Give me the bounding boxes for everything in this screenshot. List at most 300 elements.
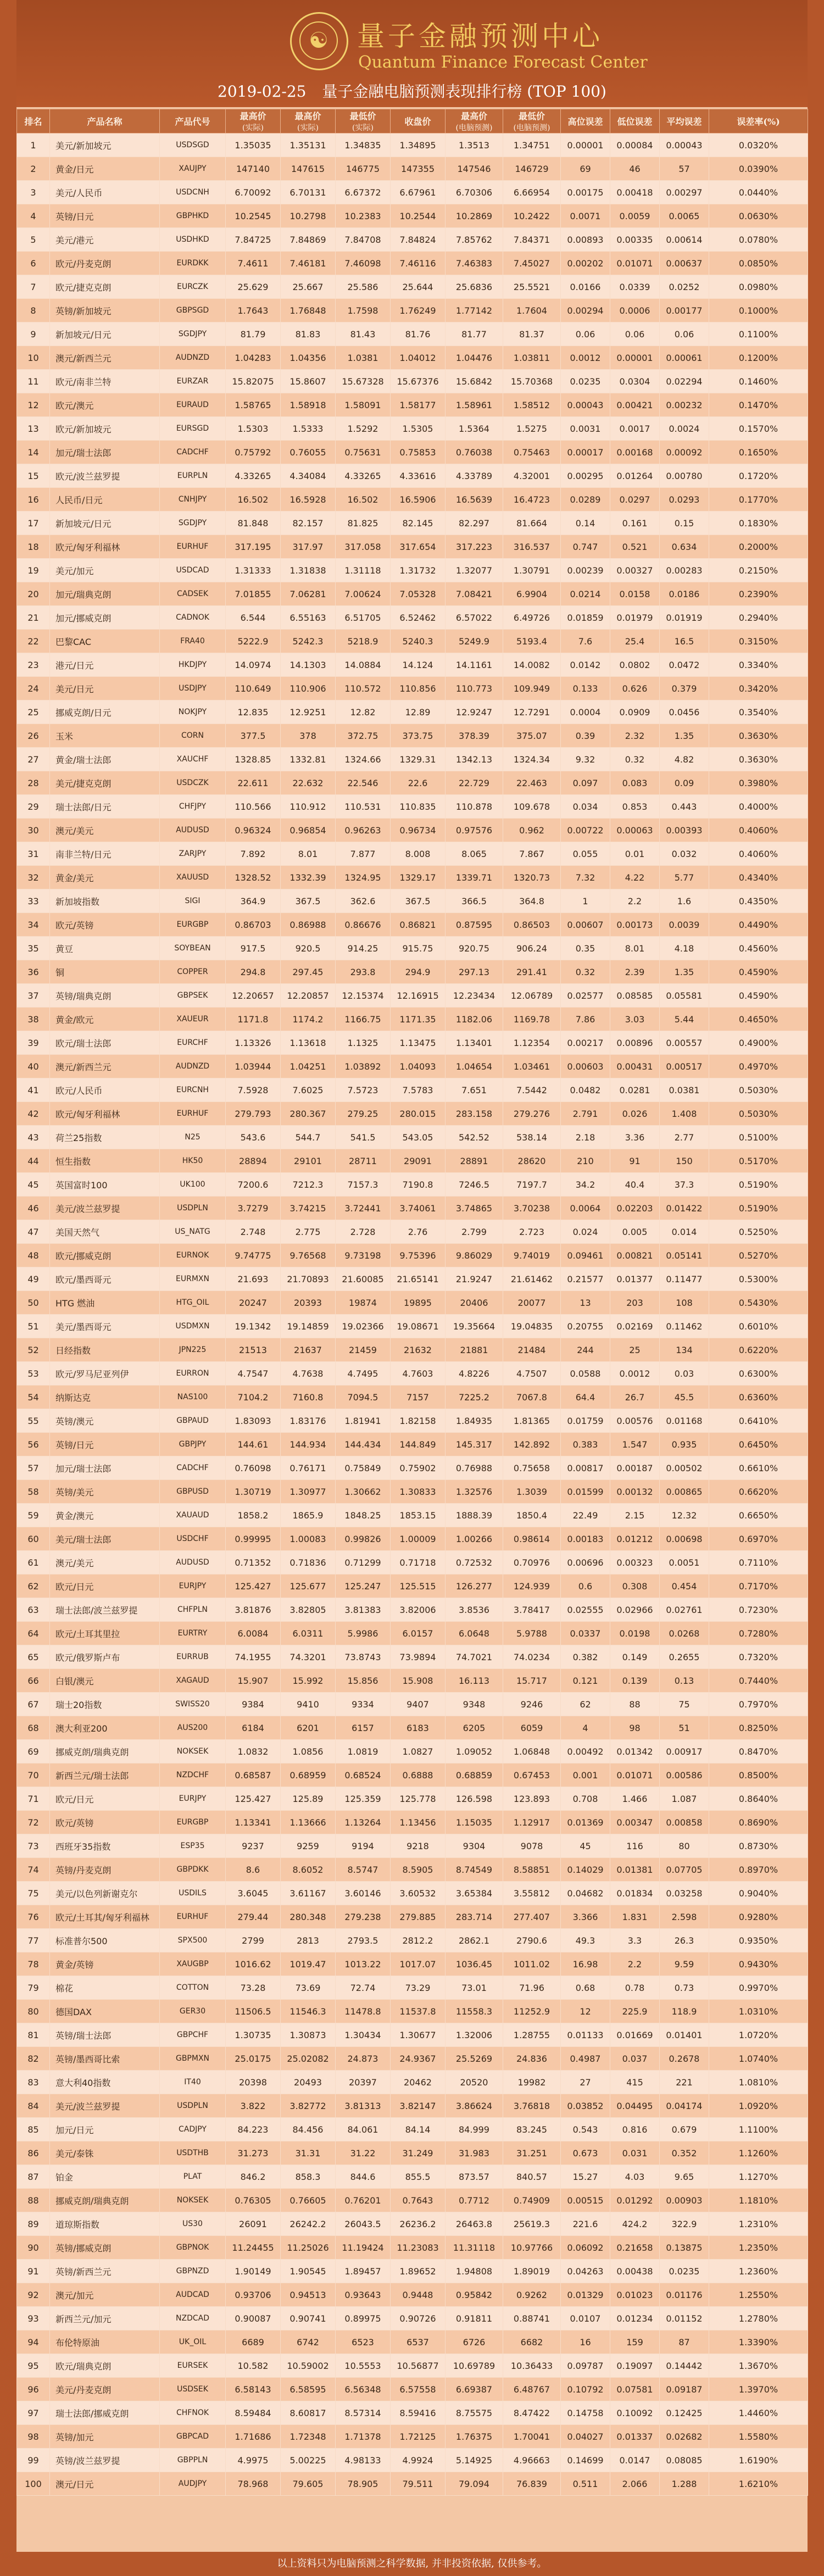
cell-err-pct: 0.7320% bbox=[709, 1645, 808, 1669]
table-row bbox=[17, 1905, 808, 1929]
cell-rank: 3 bbox=[17, 181, 50, 204]
cell-name: 加元/日元 bbox=[50, 2118, 160, 2141]
cell-err-avg: 0.09 bbox=[660, 771, 709, 795]
cell-code: NZDCHF bbox=[160, 1763, 226, 1787]
cell-err-low: 0.19097 bbox=[610, 2354, 660, 2378]
cell-err-avg: 0.02761 bbox=[660, 1598, 709, 1622]
cell-err-avg: 2.77 bbox=[660, 1126, 709, 1149]
cell-code: GBPCAD bbox=[160, 2425, 226, 2449]
col-name: 产品名称 bbox=[50, 109, 160, 133]
cell-pred-low: 0.74909 bbox=[503, 2189, 561, 2212]
cell-err-avg: 80 bbox=[660, 1834, 709, 1858]
cell-open: 1.5303 bbox=[226, 417, 281, 441]
cell-err-high: 0.14 bbox=[561, 511, 610, 535]
cell-err-pct: 1.3670% bbox=[709, 2354, 808, 2378]
cell-high: 82.157 bbox=[281, 511, 336, 535]
cell-open: 9.74775 bbox=[226, 1244, 281, 1267]
cell-pred-high: 31.983 bbox=[446, 2141, 503, 2165]
cell-pred-high: 126.277 bbox=[446, 1574, 503, 1598]
cell-pred-low: 538.14 bbox=[503, 1126, 561, 1149]
cell-rank: 22 bbox=[17, 630, 50, 653]
cell-rank: 86 bbox=[17, 2141, 50, 2165]
cell-err-avg: 0.00557 bbox=[660, 1031, 709, 1055]
cell-pred-high: 8.74549 bbox=[446, 1858, 503, 1882]
cell-err-low: 2.066 bbox=[610, 2472, 660, 2496]
cell-pred-low: 0.98614 bbox=[503, 1527, 561, 1551]
cell-err-pct: 0.5030% bbox=[709, 1078, 808, 1102]
cell-pred-high: 82.297 bbox=[446, 511, 503, 535]
cell-err-pct: 0.5300% bbox=[709, 1267, 808, 1291]
cell-open: 6.544 bbox=[226, 606, 281, 630]
cell-err-high: 0.00607 bbox=[561, 913, 610, 937]
cell-err-avg: 0.05141 bbox=[660, 1244, 709, 1267]
cell-err-pct: 0.8470% bbox=[709, 1740, 808, 1763]
cell-close: 15.67376 bbox=[391, 370, 446, 393]
cell-err-high: 0.20755 bbox=[561, 1315, 610, 1338]
cell-pred-high: 10.2869 bbox=[446, 204, 503, 228]
cell-pred-low: 7.5442 bbox=[503, 1078, 561, 1102]
cell-name: 英镑/新加坡元 bbox=[50, 299, 160, 322]
cell-close: 4.9924 bbox=[391, 2449, 446, 2472]
cell-err-avg: 57 bbox=[660, 157, 709, 181]
cell-high: 1.35131 bbox=[281, 133, 336, 157]
cell-pred-high: 26463.8 bbox=[446, 2212, 503, 2236]
cell-err-low: 26.7 bbox=[610, 1386, 660, 1409]
cell-open: 3.6045 bbox=[226, 1882, 281, 1905]
cell-name: 黄豆 bbox=[50, 937, 160, 960]
cell-high: 5242.3 bbox=[281, 630, 336, 653]
cell-pred-low: 9078 bbox=[503, 1834, 561, 1858]
cell-err-high: 0.10792 bbox=[561, 2378, 610, 2401]
cell-open: 5222.9 bbox=[226, 630, 281, 653]
cell-pred-low: 20077 bbox=[503, 1291, 561, 1315]
cell-open: 7.84725 bbox=[226, 228, 281, 252]
cell-name: 美国天然气 bbox=[50, 1220, 160, 1244]
cell-open: 31.273 bbox=[226, 2141, 281, 2165]
cell-name: 英镑/波兰兹罗提 bbox=[50, 2449, 160, 2472]
cell-pred-high: 0.87595 bbox=[446, 913, 503, 937]
cell-rank: 24 bbox=[17, 677, 50, 700]
cell-err-pct: 0.5190% bbox=[709, 1197, 808, 1220]
cell-high: 29101 bbox=[281, 1149, 336, 1173]
cell-low: 7.877 bbox=[336, 842, 391, 866]
cell-high: 0.76171 bbox=[281, 1456, 336, 1480]
cell-close: 0.90726 bbox=[391, 2307, 446, 2330]
cell-err-low: 203 bbox=[610, 1291, 660, 1315]
cell-close: 110.856 bbox=[391, 677, 446, 700]
cell-err-pct: 0.0780% bbox=[709, 228, 808, 252]
cell-err-high: 210 bbox=[561, 1149, 610, 1173]
table-row bbox=[17, 275, 808, 299]
cell-pred-high: 110.773 bbox=[446, 677, 503, 700]
cell-open: 1.35035 bbox=[226, 133, 281, 157]
cell-name: 美元/加元 bbox=[50, 559, 160, 582]
cell-err-pct: 0.6410% bbox=[709, 1409, 808, 1433]
cell-code: USDILS bbox=[160, 1882, 226, 1905]
cell-open: 917.5 bbox=[226, 937, 281, 960]
cell-high: 1.0856 bbox=[281, 1740, 336, 1763]
cell-pred-high: 7.85762 bbox=[446, 228, 503, 252]
cell-pred-high: 6.70306 bbox=[446, 181, 503, 204]
cell-high: 3.82772 bbox=[281, 2094, 336, 2118]
cell-err-low: 0.01 bbox=[610, 842, 660, 866]
cell-err-pct: 1.1100% bbox=[709, 2118, 808, 2141]
table-row bbox=[17, 157, 808, 181]
cell-pred-low: 8.47422 bbox=[503, 2401, 561, 2425]
cell-name: 英镑/日元 bbox=[50, 204, 160, 228]
cell-rank: 46 bbox=[17, 1197, 50, 1220]
cell-open: 846.2 bbox=[226, 2165, 281, 2189]
cell-open: 0.76098 bbox=[226, 1456, 281, 1480]
cell-high: 378 bbox=[281, 724, 336, 748]
cell-rank: 21 bbox=[17, 606, 50, 630]
cell-open: 279.793 bbox=[226, 1102, 281, 1126]
cell-err-high: 64.4 bbox=[561, 1386, 610, 1409]
cell-code: EURMXN bbox=[160, 1267, 226, 1291]
cell-name: 加元/瑞典克朗 bbox=[50, 582, 160, 606]
cell-err-high: 22.49 bbox=[561, 1504, 610, 1527]
cell-close: 9.75396 bbox=[391, 1244, 446, 1267]
table-row bbox=[17, 606, 808, 630]
cell-err-pct: 0.4590% bbox=[709, 984, 808, 1008]
cell-err-pct: 0.8640% bbox=[709, 1787, 808, 1811]
cell-code: XAUUSD bbox=[160, 866, 226, 889]
cell-err-high: 0.03852 bbox=[561, 2094, 610, 2118]
cell-open: 11.24455 bbox=[226, 2236, 281, 2260]
cell-name: 新加坡指数 bbox=[50, 889, 160, 913]
cell-code: XAUEUR bbox=[160, 1008, 226, 1031]
cell-name: 英镑/加元 bbox=[50, 2425, 160, 2449]
cell-err-pct: 0.4060% bbox=[709, 819, 808, 842]
cell-err-low: 40.4 bbox=[610, 1173, 660, 1197]
cell-open: 1.0832 bbox=[226, 1740, 281, 1763]
cell-name: 日经指数 bbox=[50, 1338, 160, 1362]
cell-high: 3.82805 bbox=[281, 1598, 336, 1622]
cell-err-high: 0.00017 bbox=[561, 441, 610, 464]
cell-err-high: 0.06 bbox=[561, 322, 610, 346]
cell-code: GBPHKD bbox=[160, 204, 226, 228]
cell-pred-low: 1850.4 bbox=[503, 1504, 561, 1527]
table-row bbox=[17, 1055, 808, 1078]
cell-pred-high: 14.1161 bbox=[446, 653, 503, 677]
cell-pred-low: 0.9262 bbox=[503, 2283, 561, 2307]
cell-close: 279.885 bbox=[391, 1905, 446, 1929]
cell-rank: 54 bbox=[17, 1386, 50, 1409]
cell-err-avg: 0.01168 bbox=[660, 1409, 709, 1433]
cell-close: 915.75 bbox=[391, 937, 446, 960]
cell-err-low: 2.39 bbox=[610, 960, 660, 984]
cell-rank: 88 bbox=[17, 2189, 50, 2212]
cell-low: 914.25 bbox=[336, 937, 391, 960]
cell-open: 3.822 bbox=[226, 2094, 281, 2118]
cell-low: 1.71378 bbox=[336, 2425, 391, 2449]
cell-err-pct: 0.4060% bbox=[709, 842, 808, 866]
cell-code: GBPNZD bbox=[160, 2260, 226, 2283]
cell-err-avg: 0.00043 bbox=[660, 133, 709, 157]
table-row bbox=[17, 1763, 808, 1787]
cell-pred-low: 364.8 bbox=[503, 889, 561, 913]
cell-err-high: 0.0142 bbox=[561, 653, 610, 677]
table-row bbox=[17, 2165, 808, 2189]
cell-err-low: 0.083 bbox=[610, 771, 660, 795]
cell-err-pct: 1.0720% bbox=[709, 2023, 808, 2047]
cell-pred-high: 1.04654 bbox=[446, 1055, 503, 1078]
cell-err-low: 2.32 bbox=[610, 724, 660, 748]
cell-close: 855.5 bbox=[391, 2165, 446, 2189]
cell-err-avg: 0.00061 bbox=[660, 346, 709, 370]
cell-pred-high: 366.5 bbox=[446, 889, 503, 913]
table-row bbox=[17, 960, 808, 984]
cell-err-high: 34.2 bbox=[561, 1173, 610, 1197]
cell-name: 玉米 bbox=[50, 724, 160, 748]
cell-rank: 56 bbox=[17, 1433, 50, 1456]
cell-pred-low: 6.9904 bbox=[503, 582, 561, 606]
cell-open: 3.7279 bbox=[226, 1197, 281, 1220]
cell-low: 9194 bbox=[336, 1834, 391, 1858]
cell-err-pct: 0.6010% bbox=[709, 1315, 808, 1338]
cell-rank: 97 bbox=[17, 2401, 50, 2425]
col-pred-low-sub: (电脑预测) bbox=[513, 124, 550, 132]
cell-high: 317.97 bbox=[281, 535, 336, 559]
cell-err-high: 0.0004 bbox=[561, 700, 610, 724]
cell-err-avg: 0.01422 bbox=[660, 1197, 709, 1220]
cell-close: 3.60532 bbox=[391, 1882, 446, 1905]
cell-low: 0.86676 bbox=[336, 913, 391, 937]
cell-name: 美元/港元 bbox=[50, 228, 160, 252]
cell-pred-low: 109.949 bbox=[503, 677, 561, 700]
cell-pred-low: 0.75658 bbox=[503, 1456, 561, 1480]
cell-pred-high: 147546 bbox=[446, 157, 503, 181]
cell-err-low: 3.3 bbox=[610, 1929, 660, 1952]
cell-err-pct: 0.1200% bbox=[709, 346, 808, 370]
cell-name: 英镑/新西兰元 bbox=[50, 2260, 160, 2283]
cell-err-low: 1.466 bbox=[610, 1787, 660, 1811]
cell-pred-low: 19.04835 bbox=[503, 1315, 561, 1338]
cell-high: 4.34084 bbox=[281, 464, 336, 488]
cell-low: 19874 bbox=[336, 1291, 391, 1315]
cell-open: 0.99995 bbox=[226, 1527, 281, 1551]
cell-err-high: 0.09461 bbox=[561, 1244, 610, 1267]
cell-err-high: 13 bbox=[561, 1291, 610, 1315]
cell-pred-high: 1036.45 bbox=[446, 1952, 503, 1976]
cell-err-avg: 0.00283 bbox=[660, 559, 709, 582]
cell-name: 美元/波兰兹罗提 bbox=[50, 1197, 160, 1220]
cell-pred-high: 2862.1 bbox=[446, 1929, 503, 1952]
cell-pred-high: 16.113 bbox=[446, 1669, 503, 1693]
cell-pred-high: 1.5364 bbox=[446, 417, 503, 441]
cell-code: AUDJPY bbox=[160, 2472, 226, 2496]
cell-pred-high: 20406 bbox=[446, 1291, 503, 1315]
cell-err-avg: 0.73 bbox=[660, 1976, 709, 2000]
cell-rank: 44 bbox=[17, 1149, 50, 1173]
cell-open: 22.611 bbox=[226, 771, 281, 795]
cell-high: 125.89 bbox=[281, 1787, 336, 1811]
cell-name: 欧元/土耳其里拉 bbox=[50, 1622, 160, 1645]
cell-low: 1166.75 bbox=[336, 1008, 391, 1031]
cell-pred-low: 6682 bbox=[503, 2330, 561, 2354]
cell-code: USDSGD bbox=[160, 133, 226, 157]
cell-rank: 32 bbox=[17, 866, 50, 889]
cell-code: XAUAUD bbox=[160, 1504, 226, 1527]
cell-high: 25.02082 bbox=[281, 2047, 336, 2071]
cell-pred-high: 20520 bbox=[446, 2071, 503, 2094]
cell-low: 1.89457 bbox=[336, 2260, 391, 2283]
cell-rank: 99 bbox=[17, 2449, 50, 2472]
cell-open: 294.8 bbox=[226, 960, 281, 984]
cell-rank: 81 bbox=[17, 2023, 50, 2047]
cell-high: 1.04251 bbox=[281, 1055, 336, 1078]
cell-code: GBPMXN bbox=[160, 2047, 226, 2071]
cell-high: 1.76848 bbox=[281, 299, 336, 322]
cell-err-low: 0.01071 bbox=[610, 252, 660, 275]
cell-code: EURAUD bbox=[160, 393, 226, 417]
cell-low: 0.99826 bbox=[336, 1527, 391, 1551]
cell-err-pct: 0.5430% bbox=[709, 1291, 808, 1315]
cell-code: USDSEK bbox=[160, 2378, 226, 2401]
cell-close: 125.778 bbox=[391, 1787, 446, 1811]
cell-pred-low: 7.45027 bbox=[503, 252, 561, 275]
cell-pred-high: 7.651 bbox=[446, 1078, 503, 1102]
cell-code: GBPAUD bbox=[160, 1409, 226, 1433]
cell-close: 1853.15 bbox=[391, 1504, 446, 1527]
cell-err-low: 159 bbox=[610, 2330, 660, 2354]
col-high-label: 最高价 bbox=[294, 111, 321, 121]
cell-err-pct: 0.9350% bbox=[709, 1929, 808, 1952]
cell-open: 21513 bbox=[226, 1338, 281, 1362]
cell-err-pct: 0.1720% bbox=[709, 464, 808, 488]
cell-name: 欧元/挪威克朗 bbox=[50, 1244, 160, 1267]
cell-name: 美元/瑞士法郎 bbox=[50, 1527, 160, 1551]
col-err-avg: 平均误差 bbox=[660, 109, 709, 133]
cell-open: 25.629 bbox=[226, 275, 281, 299]
cell-err-high: 0.01859 bbox=[561, 606, 610, 630]
cell-err-pct: 0.0630% bbox=[709, 204, 808, 228]
cell-err-high: 27 bbox=[561, 2071, 610, 2094]
cell-name: 瑞士法郎/波兰兹罗提 bbox=[50, 1598, 160, 1622]
cell-pred-low: 8.58851 bbox=[503, 1858, 561, 1882]
cell-close: 10.2544 bbox=[391, 204, 446, 228]
table-row bbox=[17, 228, 808, 252]
cell-high: 22.632 bbox=[281, 771, 336, 795]
cell-open: 1.58765 bbox=[226, 393, 281, 417]
cell-code: EURCHF bbox=[160, 1031, 226, 1055]
cell-pred-high: 6726 bbox=[446, 2330, 503, 2354]
cell-pred-low: 25619.3 bbox=[503, 2212, 561, 2236]
cell-err-avg: 0.00393 bbox=[660, 819, 709, 842]
cell-pred-high: 873.57 bbox=[446, 2165, 503, 2189]
cell-low: 125.247 bbox=[336, 1574, 391, 1598]
cell-pred-high: 6.0648 bbox=[446, 1622, 503, 1645]
cell-high: 1.04356 bbox=[281, 346, 336, 370]
cell-rank: 51 bbox=[17, 1315, 50, 1338]
cell-err-pct: 0.6360% bbox=[709, 1386, 808, 1409]
cell-err-high: 0.21577 bbox=[561, 1267, 610, 1291]
cell-pred-low: 1.5275 bbox=[503, 417, 561, 441]
cell-name: 黄金/欧元 bbox=[50, 1008, 160, 1031]
cell-err-avg: 1.408 bbox=[660, 1102, 709, 1126]
table-row bbox=[17, 2023, 808, 2047]
table-row bbox=[17, 1669, 808, 1693]
cell-low: 3.60146 bbox=[336, 1882, 391, 1905]
cell-err-pct: 0.6970% bbox=[709, 1527, 808, 1551]
cell-open: 125.427 bbox=[226, 1574, 281, 1598]
cell-name: 瑞士法郎/日元 bbox=[50, 795, 160, 819]
cell-open: 317.195 bbox=[226, 535, 281, 559]
cell-pred-low: 76.839 bbox=[503, 2472, 561, 2496]
cell-close: 1.04012 bbox=[391, 346, 446, 370]
cell-err-avg: 0.0065 bbox=[660, 204, 709, 228]
table-row bbox=[17, 1409, 808, 1433]
cell-low: 1.58091 bbox=[336, 393, 391, 417]
cell-high: 1865.9 bbox=[281, 1504, 336, 1527]
cell-err-low: 25.4 bbox=[610, 630, 660, 653]
table-row bbox=[17, 2094, 808, 2118]
cell-name: 欧元/捷克克朗 bbox=[50, 275, 160, 299]
cell-rank: 63 bbox=[17, 1598, 50, 1622]
cell-err-low: 8.01 bbox=[610, 937, 660, 960]
cell-err-avg: 0.00614 bbox=[660, 228, 709, 252]
cell-pred-high: 8.065 bbox=[446, 842, 503, 866]
cell-pred-high: 2.799 bbox=[446, 1220, 503, 1244]
table-row bbox=[17, 2283, 808, 2307]
cell-code: GER30 bbox=[160, 2000, 226, 2023]
cell-rank: 71 bbox=[17, 1787, 50, 1811]
cell-err-low: 0.01669 bbox=[610, 2023, 660, 2047]
cell-code: CADNOK bbox=[160, 606, 226, 630]
cell-err-high: 1 bbox=[561, 889, 610, 913]
cell-name: 英镑/墨西哥比索 bbox=[50, 2047, 160, 2071]
cell-low: 1.7598 bbox=[336, 299, 391, 322]
cell-high: 280.348 bbox=[281, 1905, 336, 1929]
cell-low: 110.531 bbox=[336, 795, 391, 819]
cell-name: 铂金 bbox=[50, 2165, 160, 2189]
cell-close: 1.30677 bbox=[391, 2023, 446, 2047]
cell-err-high: 0.00043 bbox=[561, 393, 610, 417]
cell-err-pct: 1.2550% bbox=[709, 2283, 808, 2307]
cell-code: USDTHB bbox=[160, 2141, 226, 2165]
cell-err-low: 4.22 bbox=[610, 866, 660, 889]
cell-err-avg: 0.13875 bbox=[660, 2236, 709, 2260]
cell-err-low: 98 bbox=[610, 1716, 660, 1740]
cell-rank: 31 bbox=[17, 842, 50, 866]
cell-open: 7.5928 bbox=[226, 1078, 281, 1102]
cell-high: 0.76055 bbox=[281, 441, 336, 464]
cell-low: 144.434 bbox=[336, 1433, 391, 1456]
cell-pred-high: 11558.3 bbox=[446, 2000, 503, 2023]
cell-open: 1.30719 bbox=[226, 1480, 281, 1504]
cell-pred-low: 123.893 bbox=[503, 1787, 561, 1811]
cell-err-low: 0.07581 bbox=[610, 2378, 660, 2401]
cell-err-low: 0.0158 bbox=[610, 582, 660, 606]
cell-err-low: 0.00431 bbox=[610, 1055, 660, 1078]
cell-close: 0.71718 bbox=[391, 1551, 446, 1574]
cell-err-low: 0.0909 bbox=[610, 700, 660, 724]
cell-err-pct: 0.1460% bbox=[709, 370, 808, 393]
cell-code: NOKSEK bbox=[160, 2189, 226, 2212]
table-row bbox=[17, 1244, 808, 1267]
cell-err-avg: 0.00586 bbox=[660, 1763, 709, 1787]
cell-high: 544.7 bbox=[281, 1126, 336, 1149]
cell-err-avg: 0.014 bbox=[660, 1220, 709, 1244]
cell-err-low: 0.0304 bbox=[610, 370, 660, 393]
cell-pred-low: 9.74019 bbox=[503, 1244, 561, 1267]
cell-pred-high: 15.6842 bbox=[446, 370, 503, 393]
cell-rank: 75 bbox=[17, 1882, 50, 1905]
cell-low: 22.546 bbox=[336, 771, 391, 795]
cell-close: 24.9367 bbox=[391, 2047, 446, 2071]
cell-err-avg: 0.00858 bbox=[660, 1811, 709, 1834]
cell-open: 1328.85 bbox=[226, 748, 281, 771]
